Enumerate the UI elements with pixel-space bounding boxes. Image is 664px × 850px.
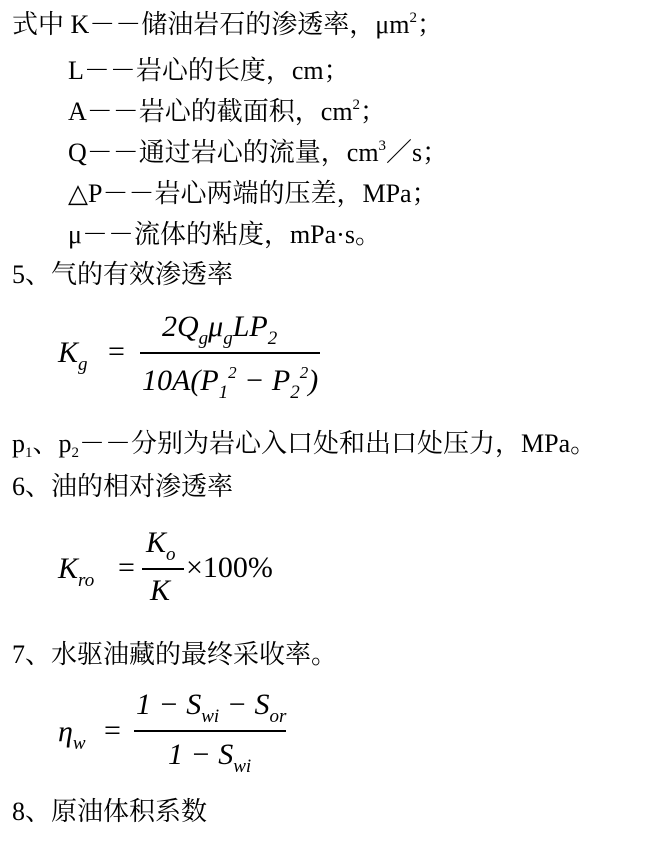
- kro-num-k: K: [146, 526, 167, 559]
- p-rest: －－分别为岩心入口处和出口处压力，MPa。: [79, 429, 597, 458]
- kg-num-a: 2Q: [162, 310, 199, 343]
- kro-lhs: [58, 552, 95, 591]
- kg-lhs: [58, 336, 88, 375]
- eta-num-b: − S: [219, 688, 270, 721]
- eta-num-b-sub: or: [269, 706, 287, 727]
- def-k-text: 式中 K－－储油岩石的渗透率，μm: [12, 10, 410, 39]
- kg-num-b: μ: [208, 310, 224, 343]
- eta-equals: =: [104, 714, 121, 747]
- kro-tail: ×100%: [186, 551, 273, 584]
- kg-den-b-sub: 2: [290, 382, 300, 403]
- kg-lhs-k: K: [58, 336, 79, 369]
- def-l: L－－岩心的长度，cm；: [68, 56, 350, 85]
- def-a-sup: 2: [352, 97, 361, 113]
- section-7-heading: 7、水驱油藏的最终采收率。: [12, 640, 338, 669]
- kg-fraction-bar: [140, 352, 320, 354]
- kg-den-a-sub: 1: [218, 382, 229, 403]
- def-q: [68, 136, 448, 170]
- eta-num-a: 1 − S: [136, 688, 202, 721]
- eta-num-a-sub: wi: [201, 706, 220, 727]
- section-8-heading: 8、原油体积系数: [12, 797, 208, 826]
- p1: p: [12, 429, 25, 458]
- p2: p: [58, 429, 72, 458]
- kg-den-b-sup: 2: [299, 363, 309, 382]
- p1-sub: 1: [25, 445, 33, 461]
- kg-numerator: [162, 310, 278, 349]
- kg-num-c: LP: [232, 310, 268, 343]
- p-sep: 、: [32, 429, 59, 458]
- kg-equals: =: [108, 335, 125, 368]
- def-mu: μ－－流体的粘度，mPa·s。: [68, 220, 381, 249]
- eta-den-a-sub: wi: [233, 756, 252, 777]
- def-a-text: A－－岩心的截面积，cm: [68, 97, 353, 126]
- def-k-sup: 2: [409, 10, 417, 26]
- eta-lhs-sub: w: [72, 733, 86, 754]
- kg-den-a: 10A(P: [142, 364, 219, 397]
- eta-den-a: 1 − S: [168, 738, 234, 771]
- eta-denominator: [168, 738, 252, 777]
- section-6-heading: 6、油的相对渗透率: [12, 472, 234, 501]
- kro-equals: =: [118, 551, 135, 584]
- def-a: [68, 95, 386, 129]
- kg-lhs-sub: g: [78, 354, 88, 375]
- kro-numerator: [146, 526, 176, 565]
- def-q-text: Q－－通过岩心的流量，cm: [68, 138, 379, 167]
- def-dp: △P－－岩心两端的压差，MPa；: [68, 179, 438, 208]
- eta-lhs-symbol: η: [58, 715, 73, 748]
- kro-fraction-bar: [142, 568, 184, 570]
- def-q-suffix: ／s；: [386, 138, 449, 167]
- kg-denominator: [142, 363, 319, 403]
- kro-lhs-sub: ro: [78, 570, 95, 591]
- kg-num-a-sub: g: [198, 328, 209, 349]
- eta-numerator: [136, 688, 287, 727]
- eta-lhs: [58, 715, 86, 754]
- def-k-suffix: ；: [416, 10, 443, 39]
- kro-num-sub: o: [166, 544, 176, 565]
- def-k: [12, 8, 443, 42]
- section-5-heading: 5、气的有效渗透率: [12, 260, 234, 289]
- kg-num-b-sub: g: [223, 328, 233, 349]
- p2-sub: 2: [71, 445, 80, 461]
- kro-denominator: K: [150, 574, 171, 607]
- def-q-sup: 3: [378, 138, 387, 154]
- pressure-definition: [12, 427, 596, 461]
- kg-den-a-sup: 2: [228, 363, 237, 382]
- kg-den-b: − P: [236, 364, 291, 397]
- def-a-suffix: ；: [360, 97, 387, 126]
- eta-fraction-bar: [134, 730, 286, 732]
- kg-num-c-sub: 2: [267, 328, 278, 349]
- kro-lhs-k: K: [58, 552, 79, 585]
- kg-den-c: ): [308, 364, 319, 397]
